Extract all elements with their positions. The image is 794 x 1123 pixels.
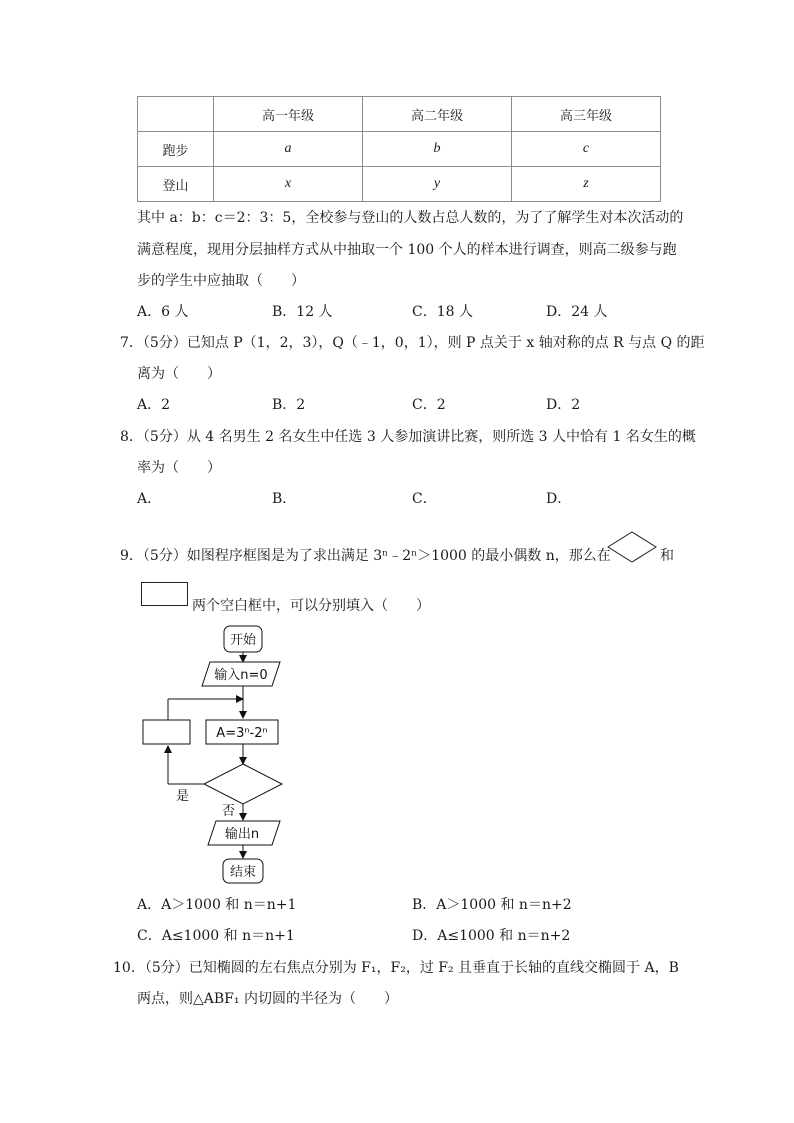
q7-text-line2: 离为（ ） bbox=[137, 366, 221, 382]
flow-no-label: 否 bbox=[222, 804, 236, 819]
q9-option-b[interactable]: B．A＞1000 和 n＝n+2 bbox=[412, 897, 572, 913]
q6-text-line2: 满意程度，现用分层抽样方式从中抽取一个 100 个人的样本进行调查，则高二级参与跑 bbox=[137, 242, 677, 258]
q9-option-c[interactable]: C．A≤1000 和 n＝n+1 bbox=[137, 928, 295, 944]
q6-option-c[interactable]: C．18 人 bbox=[412, 304, 473, 320]
row-label: 登山 bbox=[138, 167, 214, 202]
flow-output-label: 输出n bbox=[224, 827, 260, 842]
q9-text-line2: 两个空白框中，可以分别填入（ ） bbox=[192, 598, 430, 614]
flow-input-label: 输入n=0 bbox=[214, 668, 268, 683]
q9-option-a[interactable]: A．A＞1000 和 n＝n+1 bbox=[137, 897, 297, 913]
flow-blank-box bbox=[143, 720, 190, 744]
process-box-icon bbox=[141, 582, 188, 606]
q6-text-line3: 步的学生中应抽取（ ） bbox=[137, 273, 305, 289]
q8-option-d[interactable]: D． bbox=[546, 491, 572, 507]
q8-option-c[interactable]: C． bbox=[412, 491, 437, 507]
q7-text-line1: 7．（5分）已知点 P（1，2，3），Q（﹣1，0，1），则 P 点关于 x 轴对称的点 R 与点 Q 的距 bbox=[120, 335, 705, 351]
table-header-cell: 高二年级 bbox=[362, 97, 511, 132]
q9-option-d[interactable]: D．A≤1000 和 n＝n+2 bbox=[412, 928, 571, 944]
table-cell: b bbox=[362, 132, 511, 167]
flow-start-label: 开始 bbox=[229, 633, 257, 648]
q7-option-a[interactable]: A．2 bbox=[137, 397, 171, 413]
table-cell: y bbox=[362, 167, 511, 202]
table-header-cell: 高一年级 bbox=[213, 97, 362, 132]
flow-yes-label: 是 bbox=[176, 789, 190, 804]
q6-text-line1: 其中 a：b：c＝2：3：5，全校参与登山的人数占总人数的，为了了解学生对本次活动的 bbox=[137, 210, 684, 226]
q6-option-a[interactable]: A．6 人 bbox=[137, 304, 189, 320]
table-cell: a bbox=[213, 132, 362, 167]
q10-text-line2: 两点，则△ABF₁ 内切圆的半径为（ ） bbox=[137, 991, 398, 1007]
grade-activity-table bbox=[137, 96, 661, 202]
table-row bbox=[138, 167, 661, 202]
q7-option-b[interactable]: B．2 bbox=[272, 397, 306, 413]
table-header-cell: 高三年级 bbox=[511, 97, 660, 132]
program-flowchart bbox=[130, 620, 300, 890]
q8-text-line2: 率为（ ） bbox=[137, 460, 221, 476]
q9-text-line1: 9．（5分）如图程序框图是为了求出满足 3ⁿ﹣2ⁿ＞1000 的最小偶数 n，那么在 bbox=[120, 548, 611, 564]
q8-option-b[interactable]: B． bbox=[272, 491, 297, 507]
decision-box-icon bbox=[606, 530, 658, 564]
table-cell: z bbox=[511, 167, 660, 202]
q9-text-line1-tail: 和 bbox=[660, 548, 674, 564]
q10-text-line1: 10．（5分）已知椭圆的左右焦点分别为 F₁，F₂，过 F₂ 且垂直于长轴的直线交椭圆于 A，B bbox=[113, 960, 679, 976]
q7-option-d[interactable]: D．2 bbox=[546, 397, 581, 413]
q8-option-a[interactable]: A． bbox=[137, 491, 162, 507]
row-label: 跑步 bbox=[138, 132, 214, 167]
table-cell: x bbox=[213, 167, 362, 202]
q7-option-c[interactable]: C．2 bbox=[412, 397, 446, 413]
table-header-row bbox=[138, 97, 661, 132]
q6-option-d[interactable]: D．24 人 bbox=[546, 304, 608, 320]
table-corner-cell bbox=[138, 97, 214, 132]
table-row bbox=[138, 132, 661, 167]
flow-decision bbox=[204, 764, 282, 804]
table-cell: c bbox=[511, 132, 660, 167]
q8-text-line1: 8．（5分）从 4 名男生 2 名女生中任选 3 人参加演讲比赛，则所选 3 人中恰有 1 名女生的概 bbox=[120, 429, 696, 445]
flow-process-label: A=3ⁿ-2ⁿ bbox=[216, 726, 268, 741]
q6-option-b[interactable]: B．12 人 bbox=[272, 304, 333, 320]
flow-end-label: 结束 bbox=[229, 865, 257, 880]
